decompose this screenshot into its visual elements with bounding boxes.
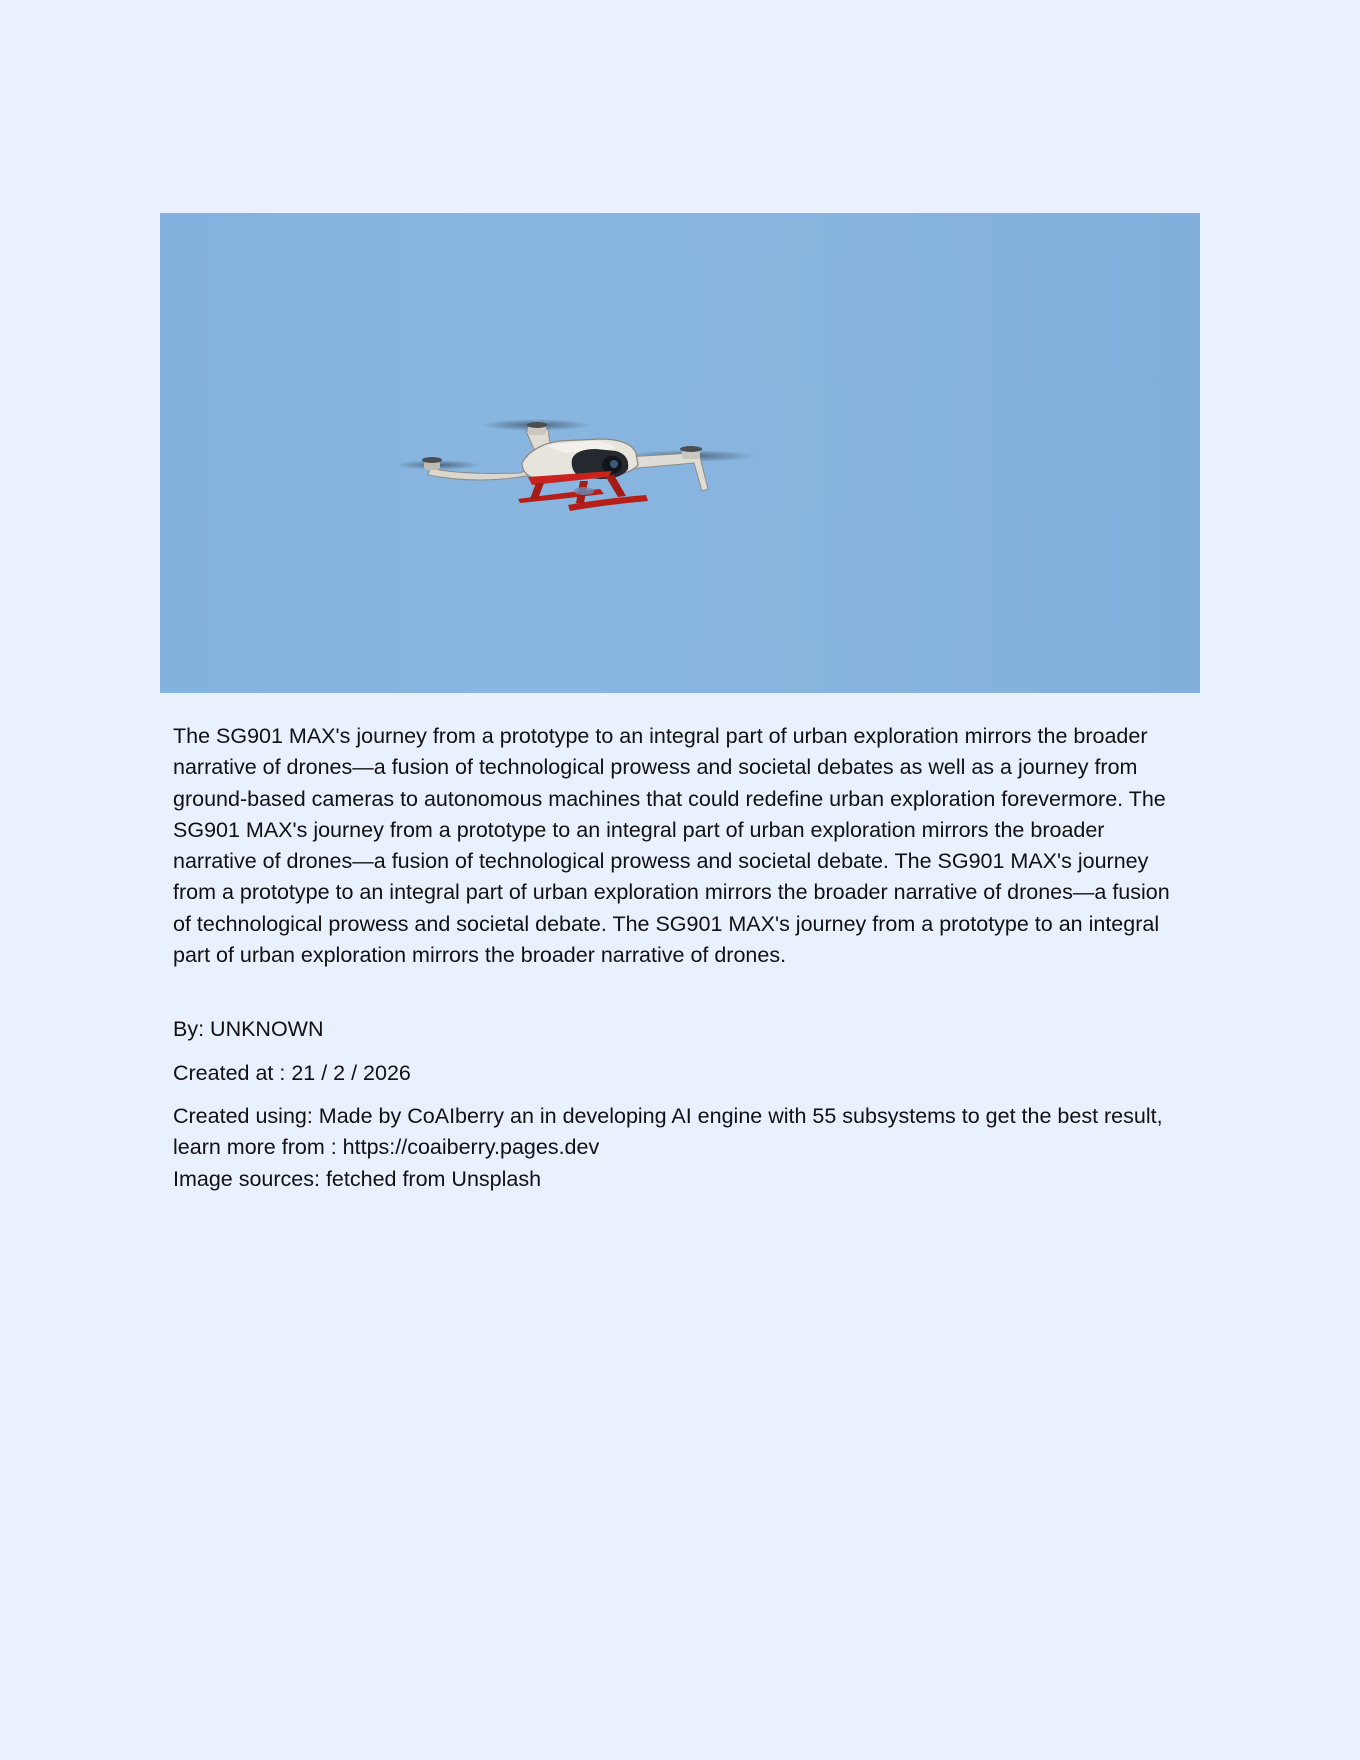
article-content bbox=[160, 721, 1200, 1195]
article bbox=[160, 213, 1200, 1195]
created-using-line: Created using: Made by CoAIberry an in developing AI engine with 55 subsystems to get the best result, learn more from : https://coaiberry.pages.dev bbox=[173, 1103, 1163, 1160]
drone-image bbox=[160, 213, 1200, 693]
author-line: By: UNKNOWN bbox=[173, 1017, 324, 1042]
created-at-line: Created at : 21 / 2 / 2026 bbox=[173, 1060, 411, 1085]
drone-illustration bbox=[160, 213, 1200, 693]
image-sources-line: Image sources: fetched from Unsplash bbox=[173, 1166, 542, 1191]
article-body: The SG901 MAX's journey from a prototype to an integral part of urban exploration mirrors the broader narrative of drones—a fusion of technological prowess and societal debates as well as a journey from ground-based cameras to autonomous machines that could redefine urban exploration forevermore. The SG901 MAX's journey from a prototype to an integral part of urban exploration mirrors the broader narrative of drones—a fusion of technological prowess and societal debate. The SG901 MAX's journey from a prototype to an integral part of urban exploration mirrors the broader narrative of drones—a fusion of technological prowess and societal debate. The SG901 MAX's journey from a prototype to an integral part of urban exploration mirrors the broader narrative of drones. bbox=[173, 724, 1170, 968]
